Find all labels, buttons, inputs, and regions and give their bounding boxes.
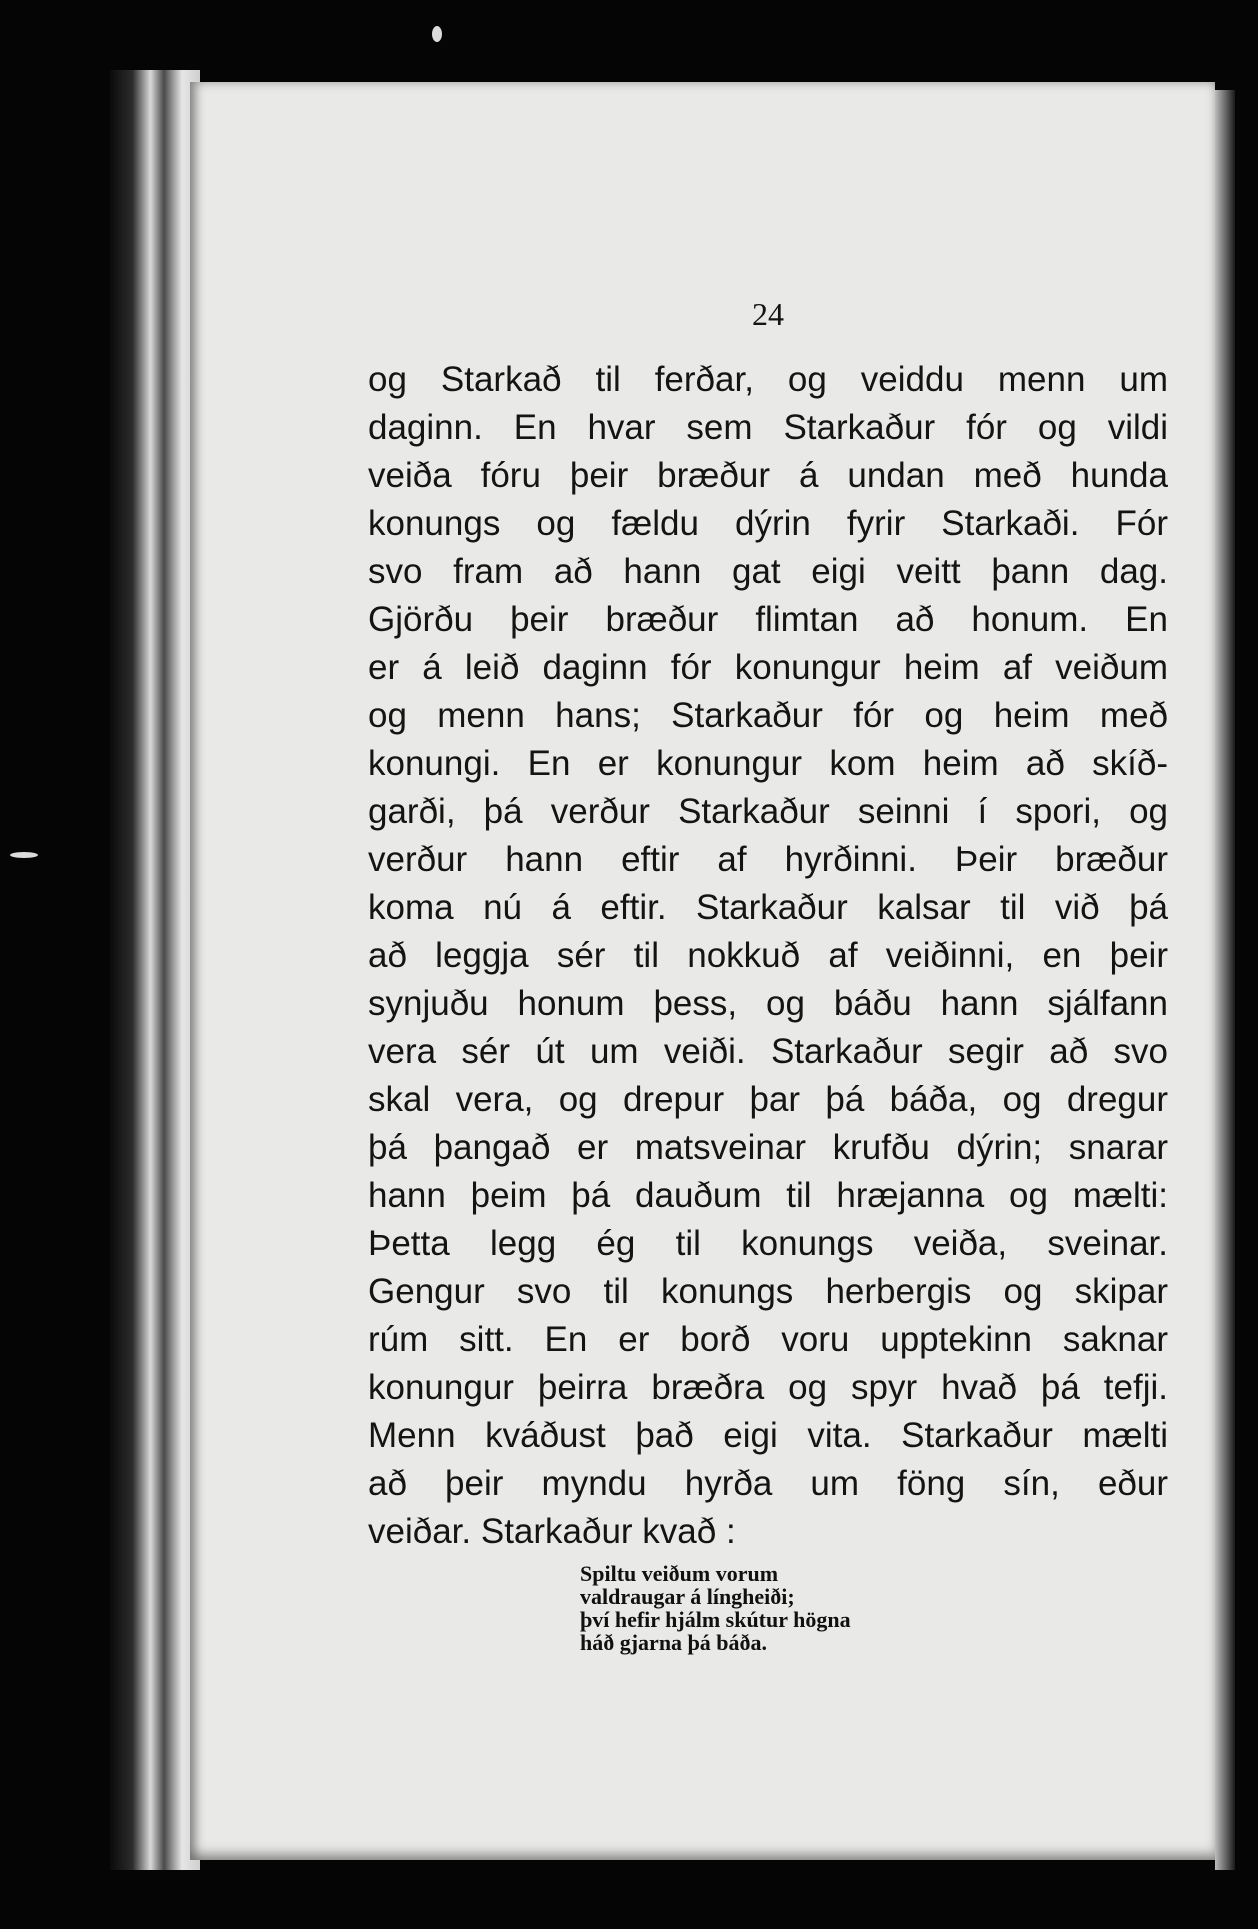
- text-line: verður hann eftir af hyrðinni. Þeir bræður: [368, 840, 1168, 879]
- verse-line: valdraugar á língheiði;: [580, 1584, 795, 1609]
- verse: [580, 1562, 1000, 1654]
- text-line: konungur þeirra bræðra og spyr hvað þá tefji.: [368, 1368, 1168, 1407]
- text-line: koma nú á eftir. Starkaður kalsar til við þá: [368, 888, 1168, 927]
- text-line: að leggja sér til nokkuð af veiðinni, en þeir: [368, 936, 1168, 975]
- verse-line: háð gjarna þá báða.: [580, 1630, 768, 1655]
- text-line: þá þangað er matsveinar krufðu dýrin; snarar: [368, 1128, 1168, 1167]
- body-text: [368, 356, 1168, 1556]
- text-line: Gjörðu þeir bræður flimtan að honum. En: [368, 600, 1168, 639]
- text-line: veiðar. Starkaður kvað :: [368, 1512, 736, 1551]
- text-line: daginn. En hvar sem Starkaður fór og vildi: [368, 408, 1168, 447]
- text-line: synjuðu honum þess, og báðu hann sjálfann: [368, 984, 1168, 1023]
- text-line: og menn hans; Starkaður fór og heim með: [368, 696, 1168, 735]
- page-number: 24: [752, 296, 784, 332]
- paper-speck: [432, 26, 442, 42]
- text-line: og Starkað til ferðar, og veiddu menn um: [368, 360, 1168, 399]
- text-line: Menn kváðust það eigi vita. Starkaður mælti: [368, 1416, 1168, 1455]
- text-line: rúm sitt. En er borð voru upptekinn saknar: [368, 1320, 1168, 1359]
- text-line: er á leið daginn fór konungur heim af veiðum: [368, 648, 1168, 687]
- text-line: svo fram að hann gat eigi veitt þann dag.: [368, 552, 1168, 591]
- text-line: konungi. En er konungur kom heim að skíð-: [368, 744, 1168, 783]
- page-edge: [1215, 90, 1235, 1870]
- text-line: garði, þá verður Starkaður seinni í spori, og: [368, 792, 1168, 831]
- text-line: Þetta legg ég til konungs veiða, sveinar.: [368, 1224, 1168, 1263]
- text-line: veiða fóru þeir bræður á undan með hunda: [368, 456, 1168, 495]
- text-line: Gengur svo til konungs herbergis og skipar: [368, 1272, 1168, 1311]
- text-line: hann þeim þá dauðum til hræjanna og mælti:: [368, 1176, 1168, 1215]
- text-line: að þeir myndu hyrða um föng sín, eður: [368, 1464, 1168, 1503]
- book-gutter: [110, 70, 200, 1870]
- text-line: konungs og fældu dýrin fyrir Starkaði. Fór: [368, 504, 1168, 543]
- verse-line: því hefir hjálm skútur högna: [580, 1607, 851, 1632]
- verse-line: Spiltu veiðum vorum: [580, 1561, 779, 1586]
- text-line: skal vera, og drepur þar þá báða, og dregur: [368, 1080, 1168, 1119]
- text-line: vera sér út um veiði. Starkaður segir að svo: [368, 1032, 1168, 1071]
- paper-speck: [10, 852, 38, 858]
